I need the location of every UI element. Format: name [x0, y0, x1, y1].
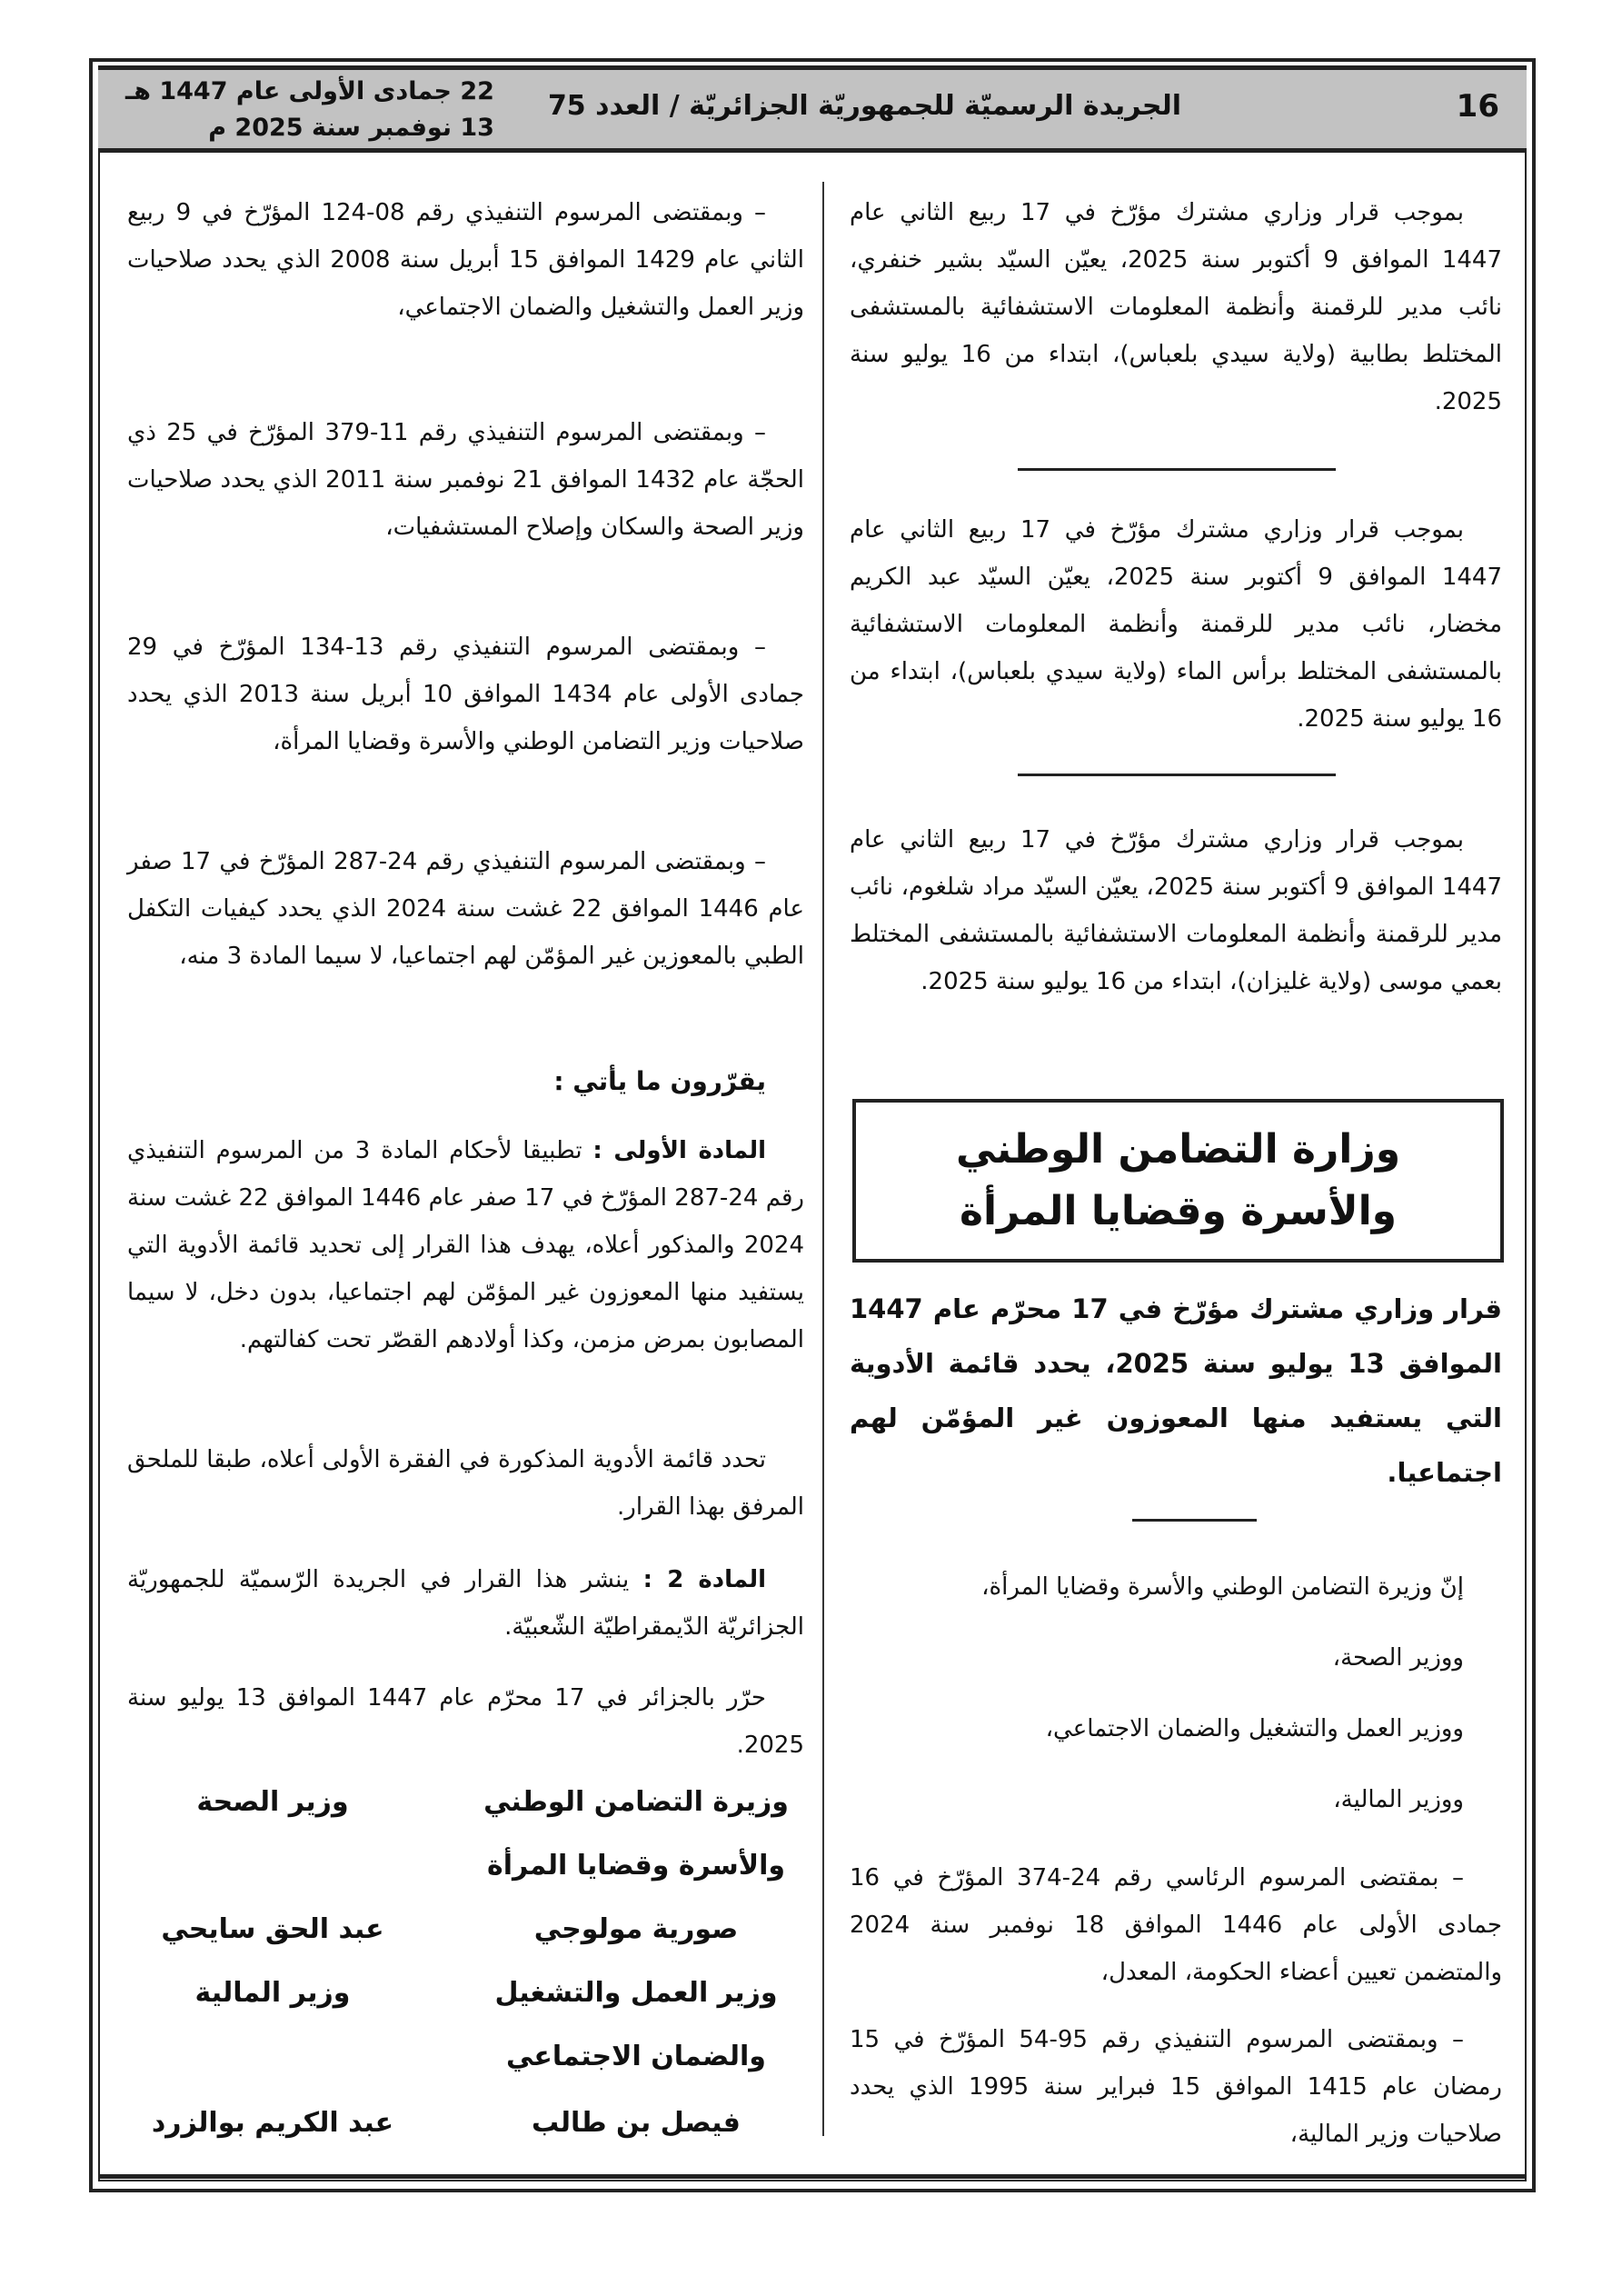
- page-header: [98, 65, 1527, 153]
- preamble-line: إنّ وزيرة التضامن الوطني والأسرة وقضايا المرأة،: [981, 1573, 1464, 1601]
- preamble-line: ووزير العمل والتشغيل والضمان الاجتماعي،: [1045, 1715, 1464, 1742]
- preamble-line: ووزير الصحة،: [1332, 1644, 1464, 1672]
- decision-title: قرار وزاري مشترك مؤرّخ في 17 محرّم عام 1447 الموافق 13 يوليو سنة 2025، يحدد قائمة الأدوية التي يستفيد منها المعوزون غير المؤمّن لهم اجتماعيا.: [850, 1293, 1502, 1488]
- preamble-paragraph: – بمقتضى المرسوم الرئاسي رقم 24-374 المؤرّخ في 16 جمادى الأولى عام 1446 الموافق 18 نوفمبر سنة 2024 والمتضمن تعيين أعضاء الحكومة، المعدل،: [850, 1864, 1502, 1986]
- signature-title: والضمان الاجتماعي: [506, 2041, 766, 2072]
- signature-title: وزير المالية: [194, 1977, 351, 2009]
- ministry-heading-box: [852, 1099, 1504, 1263]
- preamble-paragraph: – وبمقتضى المرسوم التنفيذي رقم 24-287 المؤرّخ في 17 صفر عام 1446 الموافق 22 غشت سنة 2024 الذي يحدد كيفيات التكفل الطبي بالمعوزين غير المؤمّن لهم اجتماعيا، لا سيما المادة 3 منه،: [127, 848, 804, 970]
- ministry-heading-line: والأسرة وقضايا المرأة: [959, 1188, 1398, 1234]
- article-2: [127, 1556, 804, 1651]
- article-1-text: تطبيقا لأحكام المادة 3 من المرسوم التنفيذي رقم 24-287 المؤرّخ في 17 صفر عام 1446 الموافق 22 غشت سنة 2024 والمذكور أعلاه، يهدف هذا القرار إلى تحديد قائمة الأدوية التي يستفيد منها المعوزون غير المؤمّن لهم اجتماعيا، بدون دخل، لا سيما المصابون بمرض مزمن، وكذا أولادهم القصّر تحت كفالتهم.: [127, 1137, 804, 1353]
- closing-statement: حرّر بالجزائر في 17 محرّم عام 1447 الموافق 13 يوليو سنة 2025.: [127, 1684, 804, 1759]
- decide-heading: يقرّرون ما يأتي :: [553, 1066, 766, 1096]
- signature-name: عبد الكريم بوالزرد: [151, 2107, 394, 2139]
- signature-title: وزير العمل والتشغيل: [494, 1977, 778, 2009]
- ministry-heading-line: وزارة التضامن الوطني: [955, 1126, 1401, 1173]
- article-1-paragraph-2: تحدد قائمة الأدوية المذكورة في الفقرة الأولى أعلاه، طبقا للملحق المرفق بهذا القرار.: [127, 1446, 804, 1521]
- article-2-text: ينشر هذا القرار في الجريدة الرّسميّة للجمهوريّة الجزائريّة الدّيمقراطيّة الشّعبيّة.: [127, 1566, 804, 1641]
- appointment-paragraph: بموجب قرار وزاري مشترك مؤرّخ في 17 ربيع الثاني عام 1447 الموافق 9 أكتوبر سنة 2025، يعيّن السيّد مراد شلغوم، نائب مدير للرقمنة وأنظمة المعلومات الاستشفائية بالمستشفى المختلط بعمي موسى (ولاية غليزان)، ابتداء من 16 يوليو سنة 2025.: [850, 826, 1503, 995]
- appointment-paragraph: بموجب قرار وزاري مشترك مؤرّخ في 17 ربيع الثاني عام 1447 الموافق 9 أكتوبر سنة 2025، يعيّن السيّد عبد الكريم مخضار، نائب مدير للرقمنة وأنظمة المعلومات الاستشفائية بالمستشفى المختلط برأس الماء (ولاية سيدي بلعباس)، ابتداء من 16 يوليو سنة 2025.: [850, 516, 1502, 733]
- article-1: [127, 1127, 804, 1363]
- preamble-paragraph: – وبمقتضى المرسوم التنفيذي رقم 95-54 المؤرّخ في 15 رمضان عام 1415 الموافق 15 فبراير سنة 1995 الذي يحدد صلاحيات وزير المالية،: [850, 2026, 1502, 2148]
- preamble-paragraph: – وبمقتضى المرسوم التنفيذي رقم 08-124 المؤرّخ في 9 ربيع الثاني عام 1429 الموافق 15 أبريل سنة 2008 الذي يحدد صلاحيات وزير العمل والتشغيل والضمان الاجتماعي،: [127, 199, 804, 321]
- page-number: 16: [1456, 88, 1499, 125]
- journal-title: الجريدة الرسميّة للجمهوريّة الجزائريّة / العدد 75: [547, 90, 1181, 122]
- separator: [1018, 774, 1336, 776]
- article-2-label: المادة 2 :: [642, 1566, 766, 1593]
- signature-title: وزير الصحة: [196, 1786, 349, 1818]
- separator: [1132, 1519, 1257, 1522]
- signature-title: والأسرة وقضايا المرأة: [487, 1850, 785, 1882]
- issue-date: [125, 74, 494, 146]
- preamble-paragraph: – وبمقتضى المرسوم التنفيذي رقم 13-134 المؤرّخ في 29 جمادى الأولى عام 1434 الموافق 10 أبريل سنة 2013 الذي يحدد صلاحيات وزير التضامن الوطني والأسرة وقضايا المرأة،: [127, 634, 804, 755]
- date-gregorian: 13 نوفمبر سنة 2025 م: [208, 114, 494, 142]
- date-hijri: 22 جمادى الأولى عام 1447 هـ: [125, 77, 494, 105]
- article-1-label: المادة الأولى :: [592, 1137, 767, 1164]
- signature-title: وزيرة التضامن الوطني: [483, 1786, 789, 1818]
- bottom-rule: [98, 2174, 1527, 2179]
- preamble-line: ووزير المالية،: [1333, 1786, 1464, 1813]
- signature-name: عبد الحق سايحي: [161, 1913, 384, 1945]
- signature-name: فيصل بن طالب: [532, 2107, 741, 2139]
- signature-name: صورية مولوجي: [533, 1913, 739, 1945]
- separator: [1018, 468, 1336, 471]
- appointment-paragraph: بموجب قرار وزاري مشترك مؤرّخ في 17 ربيع الثاني عام 1447 الموافق 9 أكتوبر سنة 2025، يعيّن السيّد بشير خنفري، نائب مدير للرقمنة وأنظمة المعلومات الاستشفائية بالمستشفى المختلط بطابية (ولاية سيدي بلعباس)، ابتداء من 16 يوليو سنة 2025.: [850, 199, 1502, 415]
- preamble-paragraph: – وبمقتضى المرسوم التنفيذي رقم 11-379 المؤرّخ في 25 ذي الحجّة عام 1432 الموافق 21 نوفمبر سنة 2011 الذي يحدد صلاحيات وزير الصحة والسكان وإصلاح المستشفيات،: [127, 419, 805, 541]
- column-divider: [822, 182, 824, 2136]
